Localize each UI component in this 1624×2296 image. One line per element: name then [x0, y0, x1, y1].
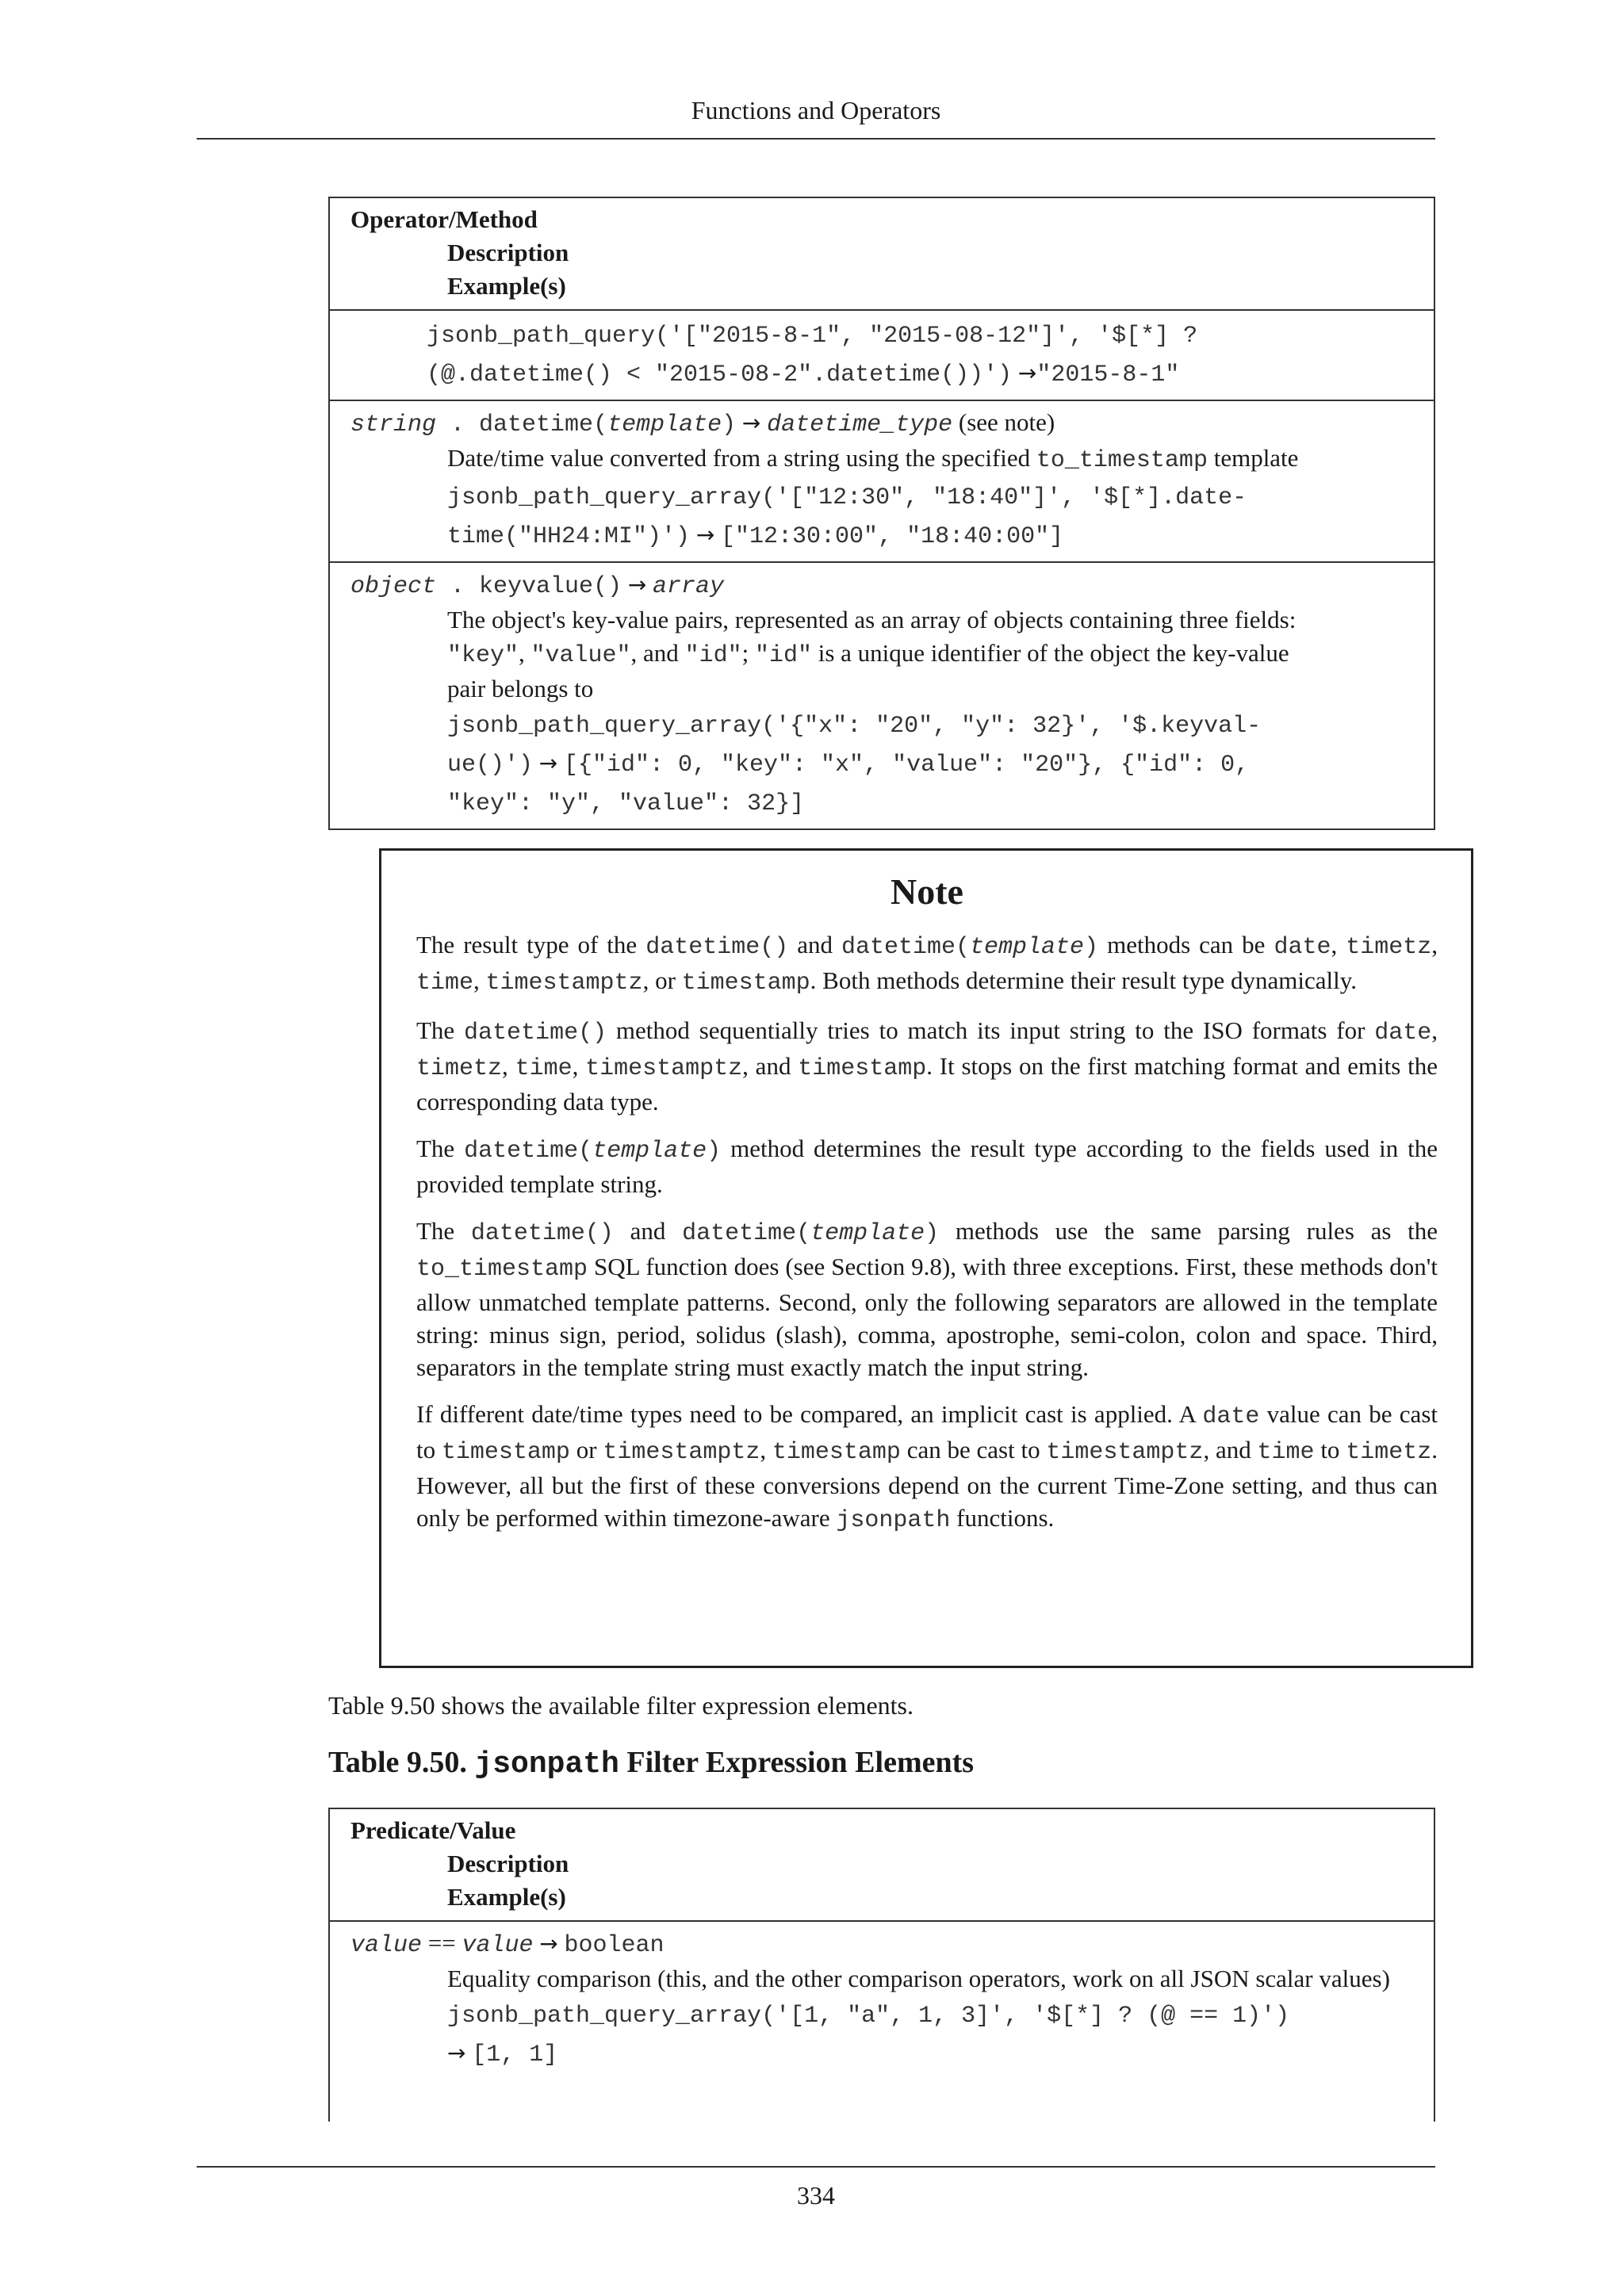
page-footer — [197, 2166, 1435, 2217]
example-result: ["12:30:00", "18:40:00"] — [721, 523, 1064, 550]
filter-expression-table — [328, 1808, 1435, 2122]
page-number: 334 — [797, 2181, 835, 2210]
header-operator-method: Operator/Method — [350, 205, 538, 233]
arrow-icon: → — [627, 572, 647, 598]
example-line: jsonb_path_query('["2015-8-1", "2015-08-12"]', '$[*] ? — [427, 323, 1198, 350]
table-header-row — [330, 198, 1434, 309]
header-examples: Example(s) — [447, 272, 566, 300]
table-caption: Table 9.50. jsonpath Filter Expression Elements — [328, 1746, 975, 1781]
arrow-icon: → — [741, 410, 761, 436]
arrow-icon: → — [539, 1931, 558, 1957]
header-title: Functions and Operators — [691, 96, 941, 124]
note-title: Note — [891, 871, 963, 912]
methods-table — [328, 197, 1435, 830]
method-example: jsonb_path_query_array('{"x": "20", "y": 32}', '$.keyval- ue()') → [{"id": 0, "key": "x", "value": "20"}, {"id": 0, "key": "y", "value": 32}] — [447, 713, 1262, 817]
method-description: The object's key-value pairs, represented as an array of objects containing three fields: "key", "value", and "id"; "id" is a unique identifier of the object the key-value pair belongs to — [447, 606, 1297, 702]
method-description: Date/time value converted from a string using the specified to_timestamp template — [447, 444, 1299, 474]
example-line: (@.datetime() < "2015-08-2".datetime())') →"2015-8-1" — [427, 360, 1180, 388]
arrow-icon: → — [538, 750, 558, 776]
arrow-icon: → — [447, 2040, 466, 2066]
table-row — [330, 1920, 1434, 2080]
predicate-description: Equality comparison (this, and the other comparison operators, work on all JSON scalar values) — [447, 1965, 1390, 1992]
arrow-icon: → — [1017, 360, 1037, 386]
example-result: [1, 1] — [472, 2042, 558, 2068]
arrow-icon: → — [695, 522, 715, 548]
note-paragraph: The result type of the datetime() and datetime(template) methods can be date, timetz, time, timestamptz, or timestamp. Both methods determine their result type dynamically. — [416, 931, 1438, 997]
note-paragraph: The datetime() and datetime(template) methods use the same parsing rules as the to_timestamp SQL function does (see Section 9.8), with three exceptions. First, these methods don't allow unmatched template patterns. Second, only the following separators are allowed in the template string: minus sign, period, solidus (slash), comma, apostrophe, semi-colon, colon and space. Third, separators in the template string must exactly match the input string. — [416, 1217, 1438, 1381]
table-row — [330, 561, 1434, 828]
note-paragraph: If different date/time types need to be compared, an implicit cast is applied. A date value can be cast to timestamp or timestamptz, timestamp can be cast to timestamptz, and time to timetz. However, all but the first of these conversions depend on the current Time-Zone setting, and thus can only be performed within timezone-aware jsonpath functions. — [416, 1400, 1438, 1534]
method-signature: object . keyvalue() → array — [350, 572, 725, 600]
method-signature: string . datetime(template) → datetime_type (see note) — [350, 408, 1055, 438]
method-example: jsonb_path_query_array('["12:30", "18:40"]', '$[*].date- time("HH24:MI")') → ["12:30:00", "18:40:00"] — [447, 484, 1247, 550]
example-result: [{"id": 0, "key": "x", "value": "20"}, {"id": 0, — [564, 752, 1250, 779]
header-predicate-value: Predicate/Value — [350, 1816, 516, 1844]
table-row — [330, 400, 1434, 561]
page-header — [197, 94, 1435, 140]
table-row — [330, 309, 1434, 400]
predicate-signature: value == value → boolean — [350, 1929, 665, 1959]
predicate-example: jsonb_path_query_array('[1, "a", 1, 3]', '$[*] ? (@ == 1)') → [1, 1] — [447, 2003, 1290, 2068]
header-examples: Example(s) — [447, 1883, 566, 1911]
header-description: Description — [447, 1850, 569, 1877]
note-paragraph: The datetime() method sequentially tries to match its input string to the ISO formats for date, timetz, time, timestamptz, and timestamp. It stops on the first matching format and emits the corresponding data type. — [416, 1016, 1438, 1115]
example-result: "2015-8-1" — [1036, 362, 1180, 388]
intro-text: Table 9.50 shows the available filter expression elements. — [328, 1691, 914, 1720]
table-header-row — [330, 1809, 1434, 1920]
note-paragraph: The datetime(template) method determines the result type according to the fields used in the provided template string. — [416, 1135, 1438, 1198]
header-description: Description — [447, 239, 569, 266]
note-box — [379, 848, 1473, 1668]
